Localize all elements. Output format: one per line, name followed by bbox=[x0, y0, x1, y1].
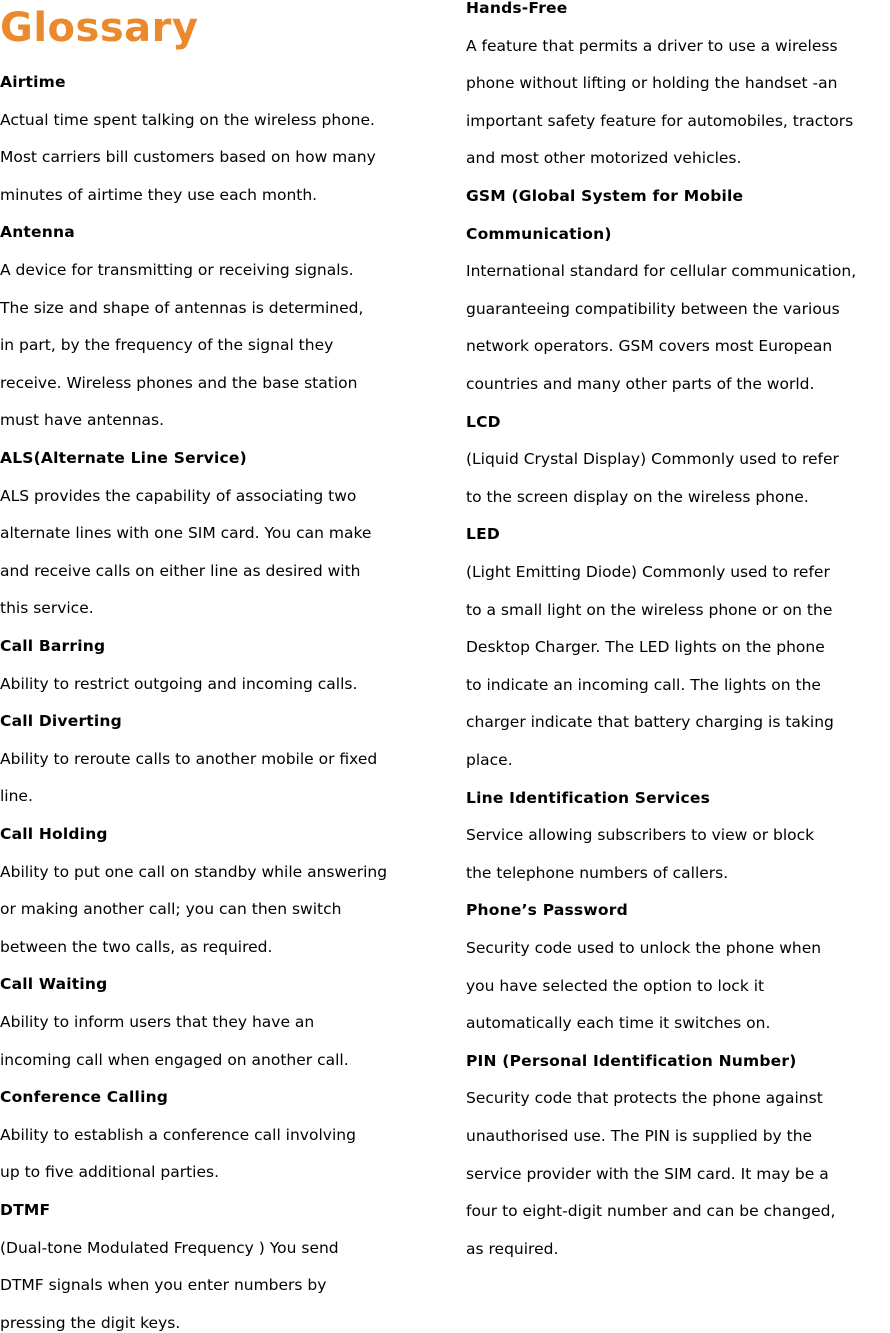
glossary-definition-line: the telephone numbers of callers. bbox=[466, 863, 729, 882]
glossary-definition-line: charger indicate that battery charging is taking bbox=[466, 713, 834, 732]
glossary-term: Line Identification Services bbox=[466, 788, 711, 807]
glossary-term: LCD bbox=[466, 412, 501, 431]
glossary-term: Phone’s Password bbox=[466, 901, 628, 920]
glossary-definition-line: or making another call; you can then switch bbox=[0, 900, 342, 919]
glossary-definition-line: service provider with the SIM card. It may be a bbox=[466, 1164, 829, 1183]
glossary-term: PIN (Personal Identification Number) bbox=[466, 1051, 797, 1070]
glossary-definition-line: Security code used to unlock the phone when bbox=[466, 939, 822, 957]
glossary-definition-line: minutes of airtime they use each month. bbox=[0, 185, 318, 204]
glossary-definition-line: to the screen display on the wireless phone. bbox=[466, 487, 809, 506]
glossary-term: Call Diverting bbox=[0, 712, 122, 731]
glossary-term: Communication) bbox=[466, 224, 612, 243]
glossary-definition-line: receive. Wireless phones and the base station bbox=[0, 373, 358, 392]
glossary-term: Call Waiting bbox=[0, 975, 108, 994]
glossary-definition-line: up to five additional parties. bbox=[0, 1163, 220, 1182]
glossary-term: ALS(Alternate Line Service) bbox=[0, 449, 247, 467]
glossary-definition-line: (Liquid Crystal Display) Commonly used to refer bbox=[466, 450, 839, 469]
glossary-definition-line: Ability to inform users that they have an bbox=[0, 1013, 315, 1031]
glossary-definition-line: line. bbox=[0, 787, 33, 806]
glossary-term: Call Holding bbox=[0, 825, 108, 843]
glossary-definition-line: A device for transmitting or receiving signals. bbox=[0, 261, 354, 279]
glossary-definition-line: and receive calls on either line as desired with bbox=[0, 561, 361, 580]
glossary-definition-line: network operators. GSM covers most European bbox=[466, 337, 833, 356]
glossary-definition-line: to a small light on the wireless phone or on the bbox=[466, 600, 833, 619]
glossary-term: Hands-Free bbox=[466, 0, 568, 17]
glossary-definition-line: between the two calls, as required. bbox=[0, 937, 273, 956]
glossary-definition-line: Service allowing subscribers to view or block bbox=[466, 826, 815, 845]
glossary-definition-line: incoming call when engaged on another call. bbox=[0, 1050, 349, 1069]
glossary-definition-line: Desktop Charger. The LED lights on the phone bbox=[466, 638, 825, 657]
glossary-definition-line: (Light Emitting Diode) Commonly used to refer bbox=[466, 563, 830, 581]
glossary-definition-line: to indicate an incoming call. The lights on the bbox=[466, 675, 821, 694]
glossary-term: Conference Calling bbox=[0, 1088, 169, 1107]
glossary-definition-line: four to eight-digit number and can be changed, bbox=[466, 1202, 836, 1221]
glossary-definition-line: Ability to put one call on standby while answering bbox=[0, 862, 388, 881]
glossary-definition-line: alternate lines with one SIM card. You can make bbox=[0, 524, 372, 543]
glossary-definition-line: place. bbox=[466, 751, 513, 769]
glossary-definition-line: in part, by the frequency of the signal they bbox=[0, 336, 334, 355]
glossary-term: GSM (Global System for Mobile bbox=[466, 187, 744, 205]
glossary-definition-line: important safety feature for automobiles, tractors bbox=[466, 111, 854, 130]
glossary-definition-line: DTMF signals when you enter numbers by bbox=[0, 1276, 327, 1295]
glossary-definition-line: must have antennas. bbox=[0, 411, 165, 430]
glossary-definition-line: unauthorised use. The PIN is supplied by the bbox=[466, 1127, 813, 1145]
glossary-definition-line: International standard for cellular communication, bbox=[466, 262, 857, 281]
glossary-definition-line: Security code that protects the phone against bbox=[466, 1089, 823, 1108]
glossary-definition-line: A feature that permits a driver to use a wireless bbox=[466, 36, 838, 55]
glossary-definition-line: Ability to reroute calls to another mobile or fixed bbox=[0, 749, 378, 768]
glossary-term: Antenna bbox=[0, 223, 75, 242]
glossary-definition-line: Ability to restrict outgoing and incoming calls. bbox=[0, 674, 358, 693]
glossary-definition-line: The size and shape of antennas is determined, bbox=[0, 298, 364, 317]
glossary-term: Call Barring bbox=[0, 637, 106, 655]
glossary-definition-line: countries and many other parts of the world. bbox=[466, 375, 815, 393]
glossary-definition-line: automatically each time it switches on. bbox=[466, 1014, 771, 1033]
glossary-definition-line: and most other motorized vehicles. bbox=[466, 149, 742, 168]
glossary-definition-line: Actual time spent talking on the wireless phone. bbox=[0, 110, 375, 129]
glossary-definition-line: phone without lifting or holding the handset -an bbox=[466, 74, 838, 93]
glossary-definition-line: ALS provides the capability of associating two bbox=[0, 486, 357, 505]
glossary-term: Airtime bbox=[0, 73, 66, 91]
glossary-definition-line: Most carriers bill customers based on how many bbox=[0, 148, 376, 167]
page-title: Glossary bbox=[0, 5, 199, 51]
glossary-definition-line: pressing the digit keys. bbox=[0, 1313, 181, 1332]
glossary-term: LED bbox=[466, 525, 500, 544]
glossary-definition-line: this service. bbox=[0, 599, 94, 618]
glossary-term: DTMF bbox=[0, 1201, 51, 1219]
glossary-definition-line: (Dual-tone Modulated Frequency ) You send bbox=[0, 1238, 339, 1257]
glossary-definition-line: Ability to establish a conference call involving bbox=[0, 1125, 356, 1144]
glossary-definition-line: guaranteeing compatibility between the various bbox=[466, 299, 840, 318]
glossary-definition-line: you have selected the option to lock it bbox=[466, 976, 765, 995]
glossary-definition-line: as required. bbox=[466, 1239, 559, 1258]
